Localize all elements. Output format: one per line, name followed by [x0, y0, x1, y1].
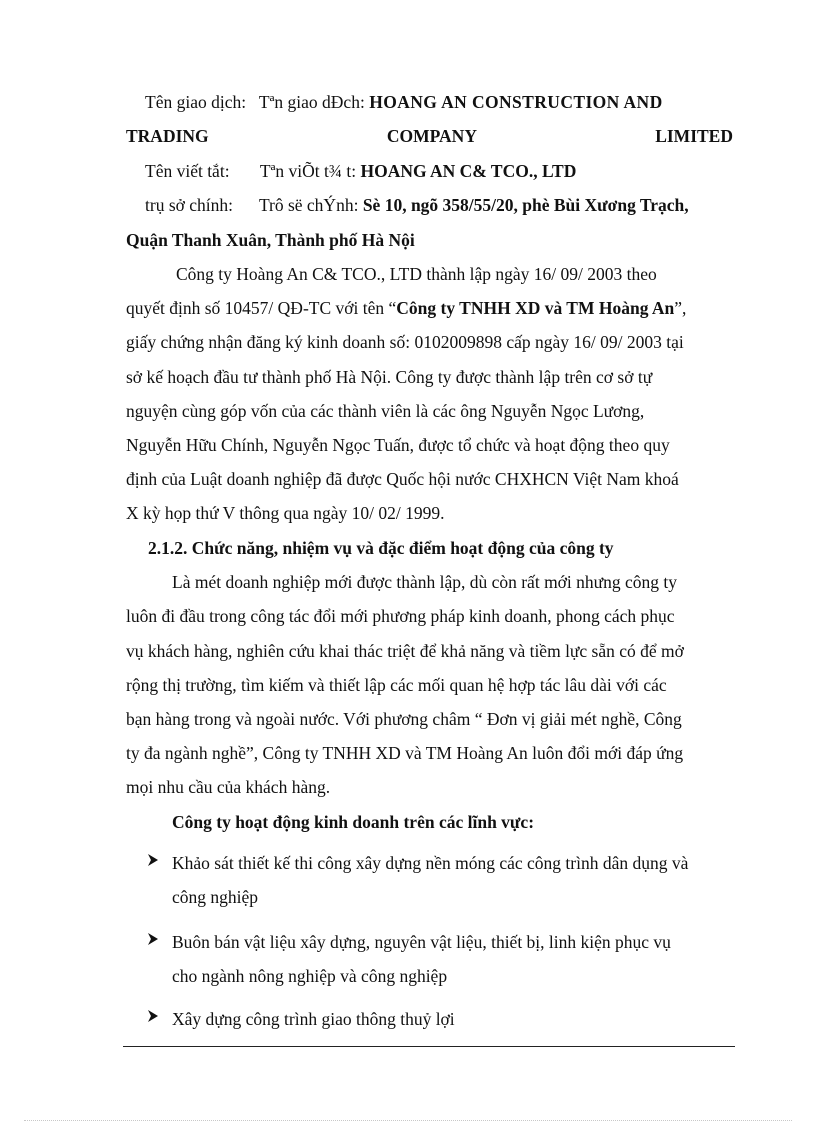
abbr-value: HOANG AN C& TCO., LTD	[360, 161, 577, 181]
trade-name-value: HOANG AN CONSTRUCTION AND	[369, 92, 663, 112]
trade-name-line	[145, 91, 663, 113]
section-heading: 2.1.2. Chức năng, nhiệm vụ và đặc điểm hoạt động của công ty	[148, 538, 614, 558]
arrowhead-bullet-icon	[147, 930, 159, 952]
section-para-line-6: ty đa ngành nghề”, Công ty TNHH XD và TM Hoàng An luôn đổi mới đáp ứng	[126, 743, 684, 763]
page-edge-divider	[24, 1120, 792, 1121]
intro-line-2	[126, 297, 686, 319]
trade-name-line-2	[126, 125, 733, 147]
section-para-line-7: mọi nhu cầu của khách hàng.	[126, 777, 331, 797]
abbr-label: Tên viết tắt:	[145, 161, 230, 181]
hq-value: Sè 10, ngõ 358/55/20, phè Bùi Xương Trạch,	[362, 195, 689, 215]
arrowhead-bullet-icon	[147, 851, 159, 873]
section-para-line-2: luôn đi đầu trong công tác đổi mới phương pháp kinh doanh, phong cách phục	[126, 606, 675, 626]
section-para-line-3: vụ khách hàng, nghiên cứu khai thác triệt để khả năng và tiềm lực sẵn có để mở	[126, 641, 684, 661]
arrowhead-bullet-icon	[147, 1007, 159, 1029]
section-para-line-4: rộng thị trường, tìm kiếm và thiết lập các mối quan hệ hợp tác lâu dài với các	[126, 675, 667, 695]
abbr-name-line	[145, 160, 576, 182]
trade-name-word-company: COMPANY	[386, 126, 477, 146]
intro-line-1: Công ty Hoàng An C& TCO., LTD thành lập ngày 16/ 09/ 2003 theo	[176, 264, 657, 284]
trade-name-word-trading: TRADING	[126, 126, 209, 146]
intro-line-8: X kỳ họp thứ V thông qua ngày 10/ 02/ 1999.	[126, 503, 445, 523]
bullet-2-line-1: Buôn bán vật liệu xây dựng, nguyên vật liệu, thiết bị, linh kiện phục vụ	[172, 932, 671, 952]
bullet-1-line-1: Khảo sát thiết kế thi công xây dựng nền móng các công trình dân dụng và	[172, 853, 689, 873]
section-para-line-5: bạn hàng trong và ngoài nước. Với phương châm “ Đơn vị giải mét nghề, Công	[126, 709, 682, 729]
bullet-2-line-2: cho ngành nông nghiệp và công nghiệp	[172, 966, 448, 986]
trade-name-word-limited: LIMITED	[655, 126, 733, 146]
hq-line	[145, 194, 689, 216]
trade-name-label: Tên giao dịch:	[145, 92, 247, 112]
fields-heading: Công ty hoạt động kinh doanh trên các lĩnh vực:	[172, 812, 535, 832]
bullet-1-line-2: công nghiệp	[172, 887, 259, 907]
intro-line-3: giấy chứng nhận đăng ký kinh doanh số: 0102009898 cấp ngày 16/ 09/ 2003 tại	[126, 332, 684, 352]
section-para-line-1: Là mét doanh nghiệp mới được thành lập, dù còn rất mới nhưng công ty	[172, 572, 678, 592]
bullet-3-line-1: Xây dựng công trình giao thông thuỷ lợi	[172, 1009, 455, 1029]
company-full-name: Công ty TNHH XD và TM Hoàng An	[396, 298, 675, 318]
hq-garbled: Trô së chÝnh:	[258, 195, 359, 215]
intro-line-2-suffix: ”,	[674, 298, 687, 318]
footer-rule	[123, 1046, 735, 1047]
intro-line-7: định của Luật doanh nghiệp đã được Quốc hội nước CHXHCN Việt Nam khoá	[126, 469, 679, 489]
intro-line-2-prefix: quyết định số 10457/ QĐ-TC với tên “	[126, 298, 397, 318]
trade-name-garbled: Tªn giao dÐch:	[258, 92, 365, 112]
hq-line-2: Quận Thanh Xuân, Thành phố Hà Nội	[126, 230, 415, 250]
intro-line-6: Nguyễn Hữu Chính, Nguyễn Ngọc Tuấn, được tổ chức và hoạt động theo quy	[126, 435, 670, 455]
hq-label: trụ sở chính:	[145, 195, 233, 215]
intro-line-4: sở kế hoạch đầu tư thành phố Hà Nội. Công ty được thành lập trên cơ sở tự	[126, 367, 653, 387]
abbr-garbled: Tªn viÕt t¾ t:	[259, 161, 357, 181]
intro-line-5: nguyện cùng góp vốn của các thành viên là các ông Nguyễn Ngọc Lương,	[126, 401, 645, 421]
